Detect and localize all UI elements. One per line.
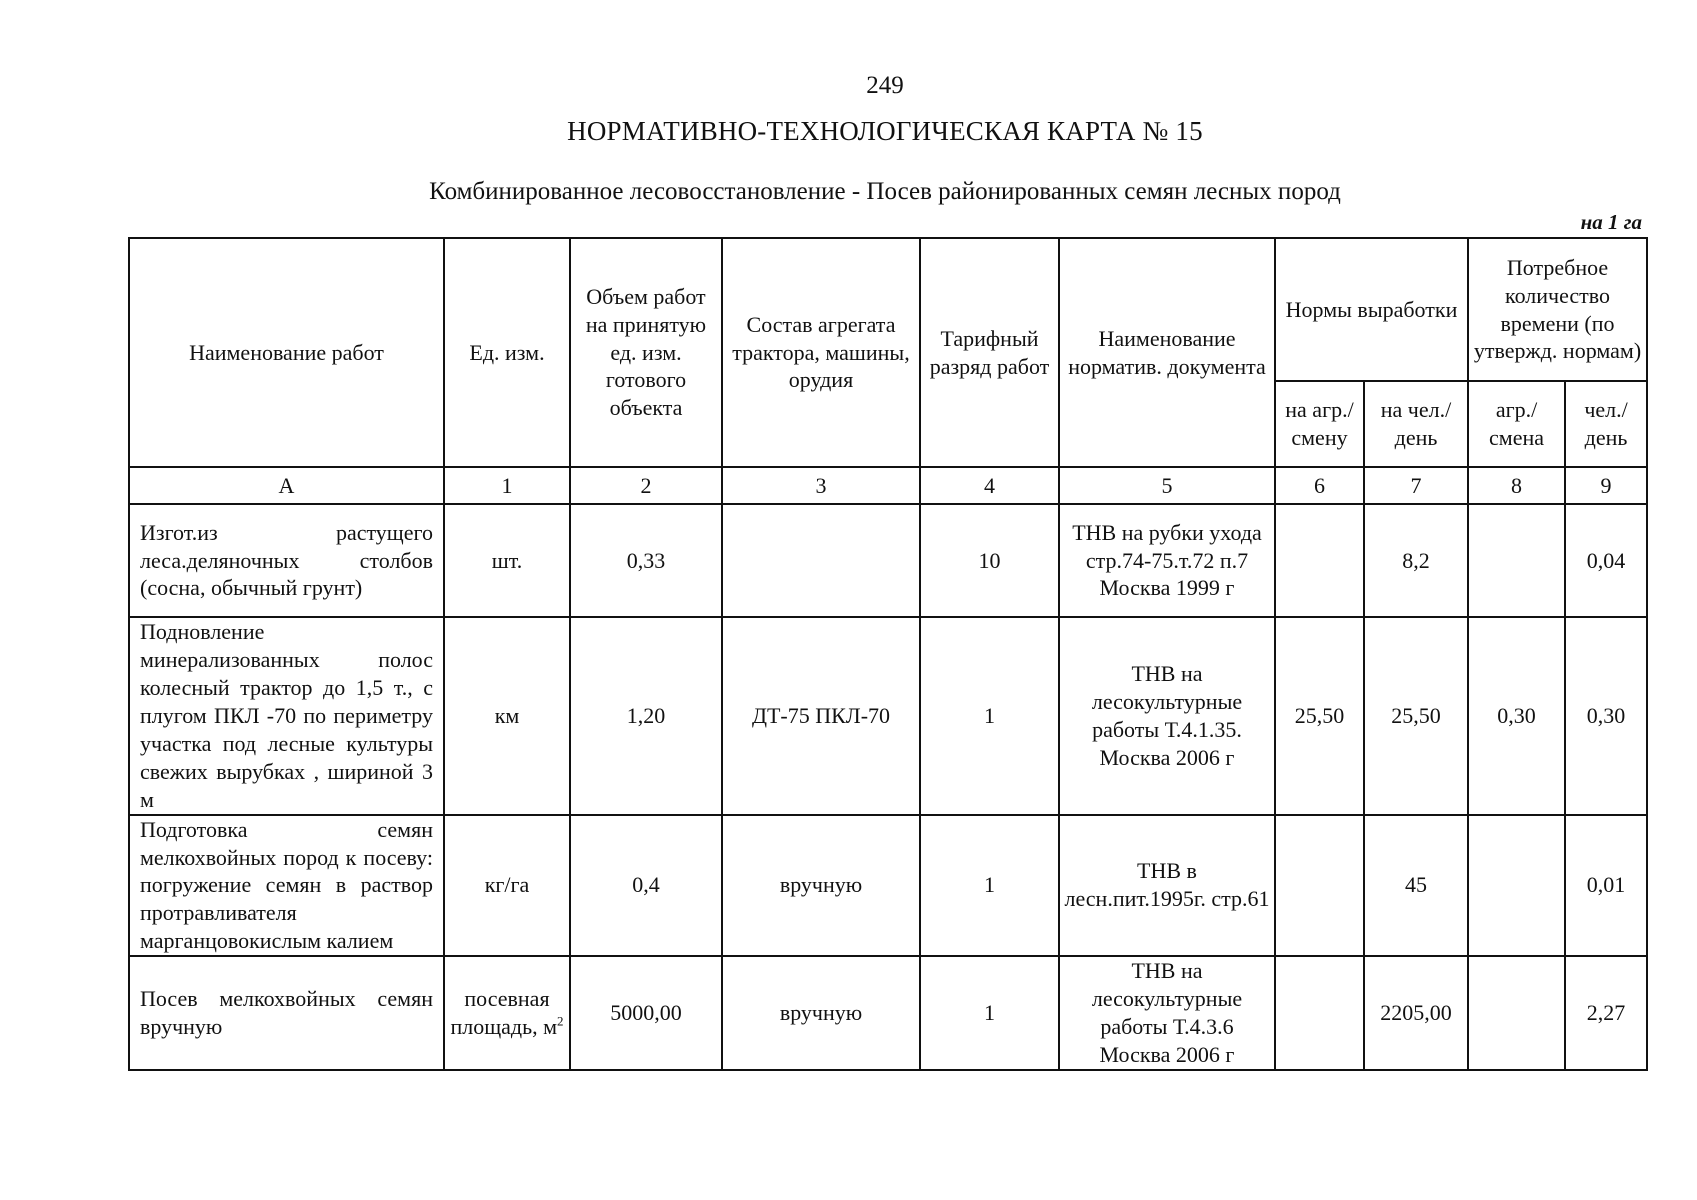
column-number: 7 bbox=[1364, 467, 1468, 504]
column-number: А bbox=[129, 467, 444, 504]
header-volume: Объем работ на принятую ед. изм. готового объекта bbox=[570, 238, 722, 467]
column-number: 3 bbox=[722, 467, 920, 504]
work-name-cell: Изгот.из растущего леса.деляночных столбов (сосна, обычный грунт) bbox=[129, 504, 444, 617]
page-title: НОРМАТИВНО-ТЕХНОЛОГИЧЕСКАЯ КАРТА № 15 bbox=[567, 116, 1203, 146]
aggregate-cell: ДТ-75 ПКЛ-70 bbox=[722, 617, 920, 815]
norm-doc-cell: ТНВ на лесокультурные работы Т.4.3.6 Москва 2006 г bbox=[1059, 956, 1275, 1070]
tariff-cell: 1 bbox=[920, 815, 1059, 957]
column-number: 2 bbox=[570, 467, 722, 504]
norm-doc-cell: ТНВ на лесокультурные работы Т.4.1.35. Москва 2006 г bbox=[1059, 617, 1275, 815]
column-number-row bbox=[129, 467, 1647, 504]
work-name-cell: Посев мелкохвойных семян вручную bbox=[129, 956, 444, 1070]
time-agg-cell: 0,30 bbox=[1468, 617, 1565, 815]
unit-note: на 1 га bbox=[1580, 210, 1642, 234]
header-time-agg: агр./ смена bbox=[1468, 381, 1565, 467]
norm-agg-cell bbox=[1275, 815, 1364, 957]
header-unit: Ед. изм. bbox=[444, 238, 570, 467]
norm-doc-cell: ТНВ на рубки ухода стр.74-75.т.72 п.7 Москва 1999 г bbox=[1059, 504, 1275, 617]
norm-person-cell: 45 bbox=[1364, 815, 1468, 957]
norm-person-cell: 8,2 bbox=[1364, 504, 1468, 617]
volume-cell: 0,33 bbox=[570, 504, 722, 617]
unit-cell bbox=[444, 956, 570, 1070]
aggregate-cell bbox=[722, 504, 920, 617]
norm-agg-cell bbox=[1275, 956, 1364, 1070]
time-agg-cell bbox=[1468, 504, 1565, 617]
header-tariff: Тарифный разряд работ bbox=[920, 238, 1059, 467]
unit-text: посевная площадь, м bbox=[450, 986, 558, 1040]
header-aggregate: Состав агрегата трактора, машины, орудия bbox=[722, 238, 920, 467]
header-time-person: чел./ день bbox=[1565, 381, 1647, 467]
table-row bbox=[129, 815, 1647, 957]
volume-cell: 5000,00 bbox=[570, 956, 722, 1070]
header-norm-doc: Наименование норматив. документа bbox=[1059, 238, 1275, 467]
header-time: Потребное количество времени (по утвержд. нормам) bbox=[1468, 238, 1647, 381]
norm-person-cell: 25,50 bbox=[1364, 617, 1468, 815]
unit-superscript: 2 bbox=[557, 1013, 564, 1029]
volume-cell: 0,4 bbox=[570, 815, 722, 957]
time-person-cell: 0,01 bbox=[1565, 815, 1647, 957]
time-person-cell: 0,04 bbox=[1565, 504, 1647, 617]
norm-person-cell: 2205,00 bbox=[1364, 956, 1468, 1070]
column-number: 1 bbox=[444, 467, 570, 504]
header-work-name: Наименование работ bbox=[129, 238, 444, 467]
column-number: 5 bbox=[1059, 467, 1275, 504]
column-number: 4 bbox=[920, 467, 1059, 504]
aggregate-cell: вручную bbox=[722, 956, 920, 1070]
column-number: 9 bbox=[1565, 467, 1647, 504]
table-row bbox=[129, 504, 1647, 617]
work-name-cell: Подновление минерализованных полос колесный трактор до 1,5 т., с плугом ПКЛ -70 по периметру участка под лесные культуры свежих вырубках , шириной 3 м bbox=[129, 617, 444, 815]
norm-table bbox=[128, 237, 1648, 1071]
column-number: 6 bbox=[1275, 467, 1364, 504]
page-number: 249 bbox=[866, 72, 904, 99]
volume-cell: 1,20 bbox=[570, 617, 722, 815]
table-row bbox=[129, 617, 1647, 815]
unit-cell: км bbox=[444, 617, 570, 815]
header-norms: Нормы выработки bbox=[1275, 238, 1468, 381]
page-subtitle: Комбинированное лесовосстановление - Посев районированных семян лесных пород bbox=[429, 178, 1341, 205]
column-number: 8 bbox=[1468, 467, 1565, 504]
norm-agg-cell: 25,50 bbox=[1275, 617, 1364, 815]
header-norm-person: на чел./ день bbox=[1364, 381, 1468, 467]
tariff-cell: 10 bbox=[920, 504, 1059, 617]
time-person-cell: 2,27 bbox=[1565, 956, 1647, 1070]
work-name-cell: Подготовка семян мелкохвойных пород к посеву: погружение семян в раствор протравливателя марганцовокислым калием bbox=[129, 815, 444, 957]
norm-agg-cell bbox=[1275, 504, 1364, 617]
time-person-cell: 0,30 bbox=[1565, 617, 1647, 815]
norm-doc-cell: ТНВ в лесн.пит.1995г. стр.61 bbox=[1059, 815, 1275, 957]
aggregate-cell: вручную bbox=[722, 815, 920, 957]
unit-cell: шт. bbox=[444, 504, 570, 617]
time-agg-cell bbox=[1468, 815, 1565, 957]
unit-cell: кг/га bbox=[444, 815, 570, 957]
table-row bbox=[129, 956, 1647, 1070]
tariff-cell: 1 bbox=[920, 956, 1059, 1070]
tariff-cell: 1 bbox=[920, 617, 1059, 815]
header-norm-agg: на агр./ смену bbox=[1275, 381, 1364, 467]
time-agg-cell bbox=[1468, 956, 1565, 1070]
